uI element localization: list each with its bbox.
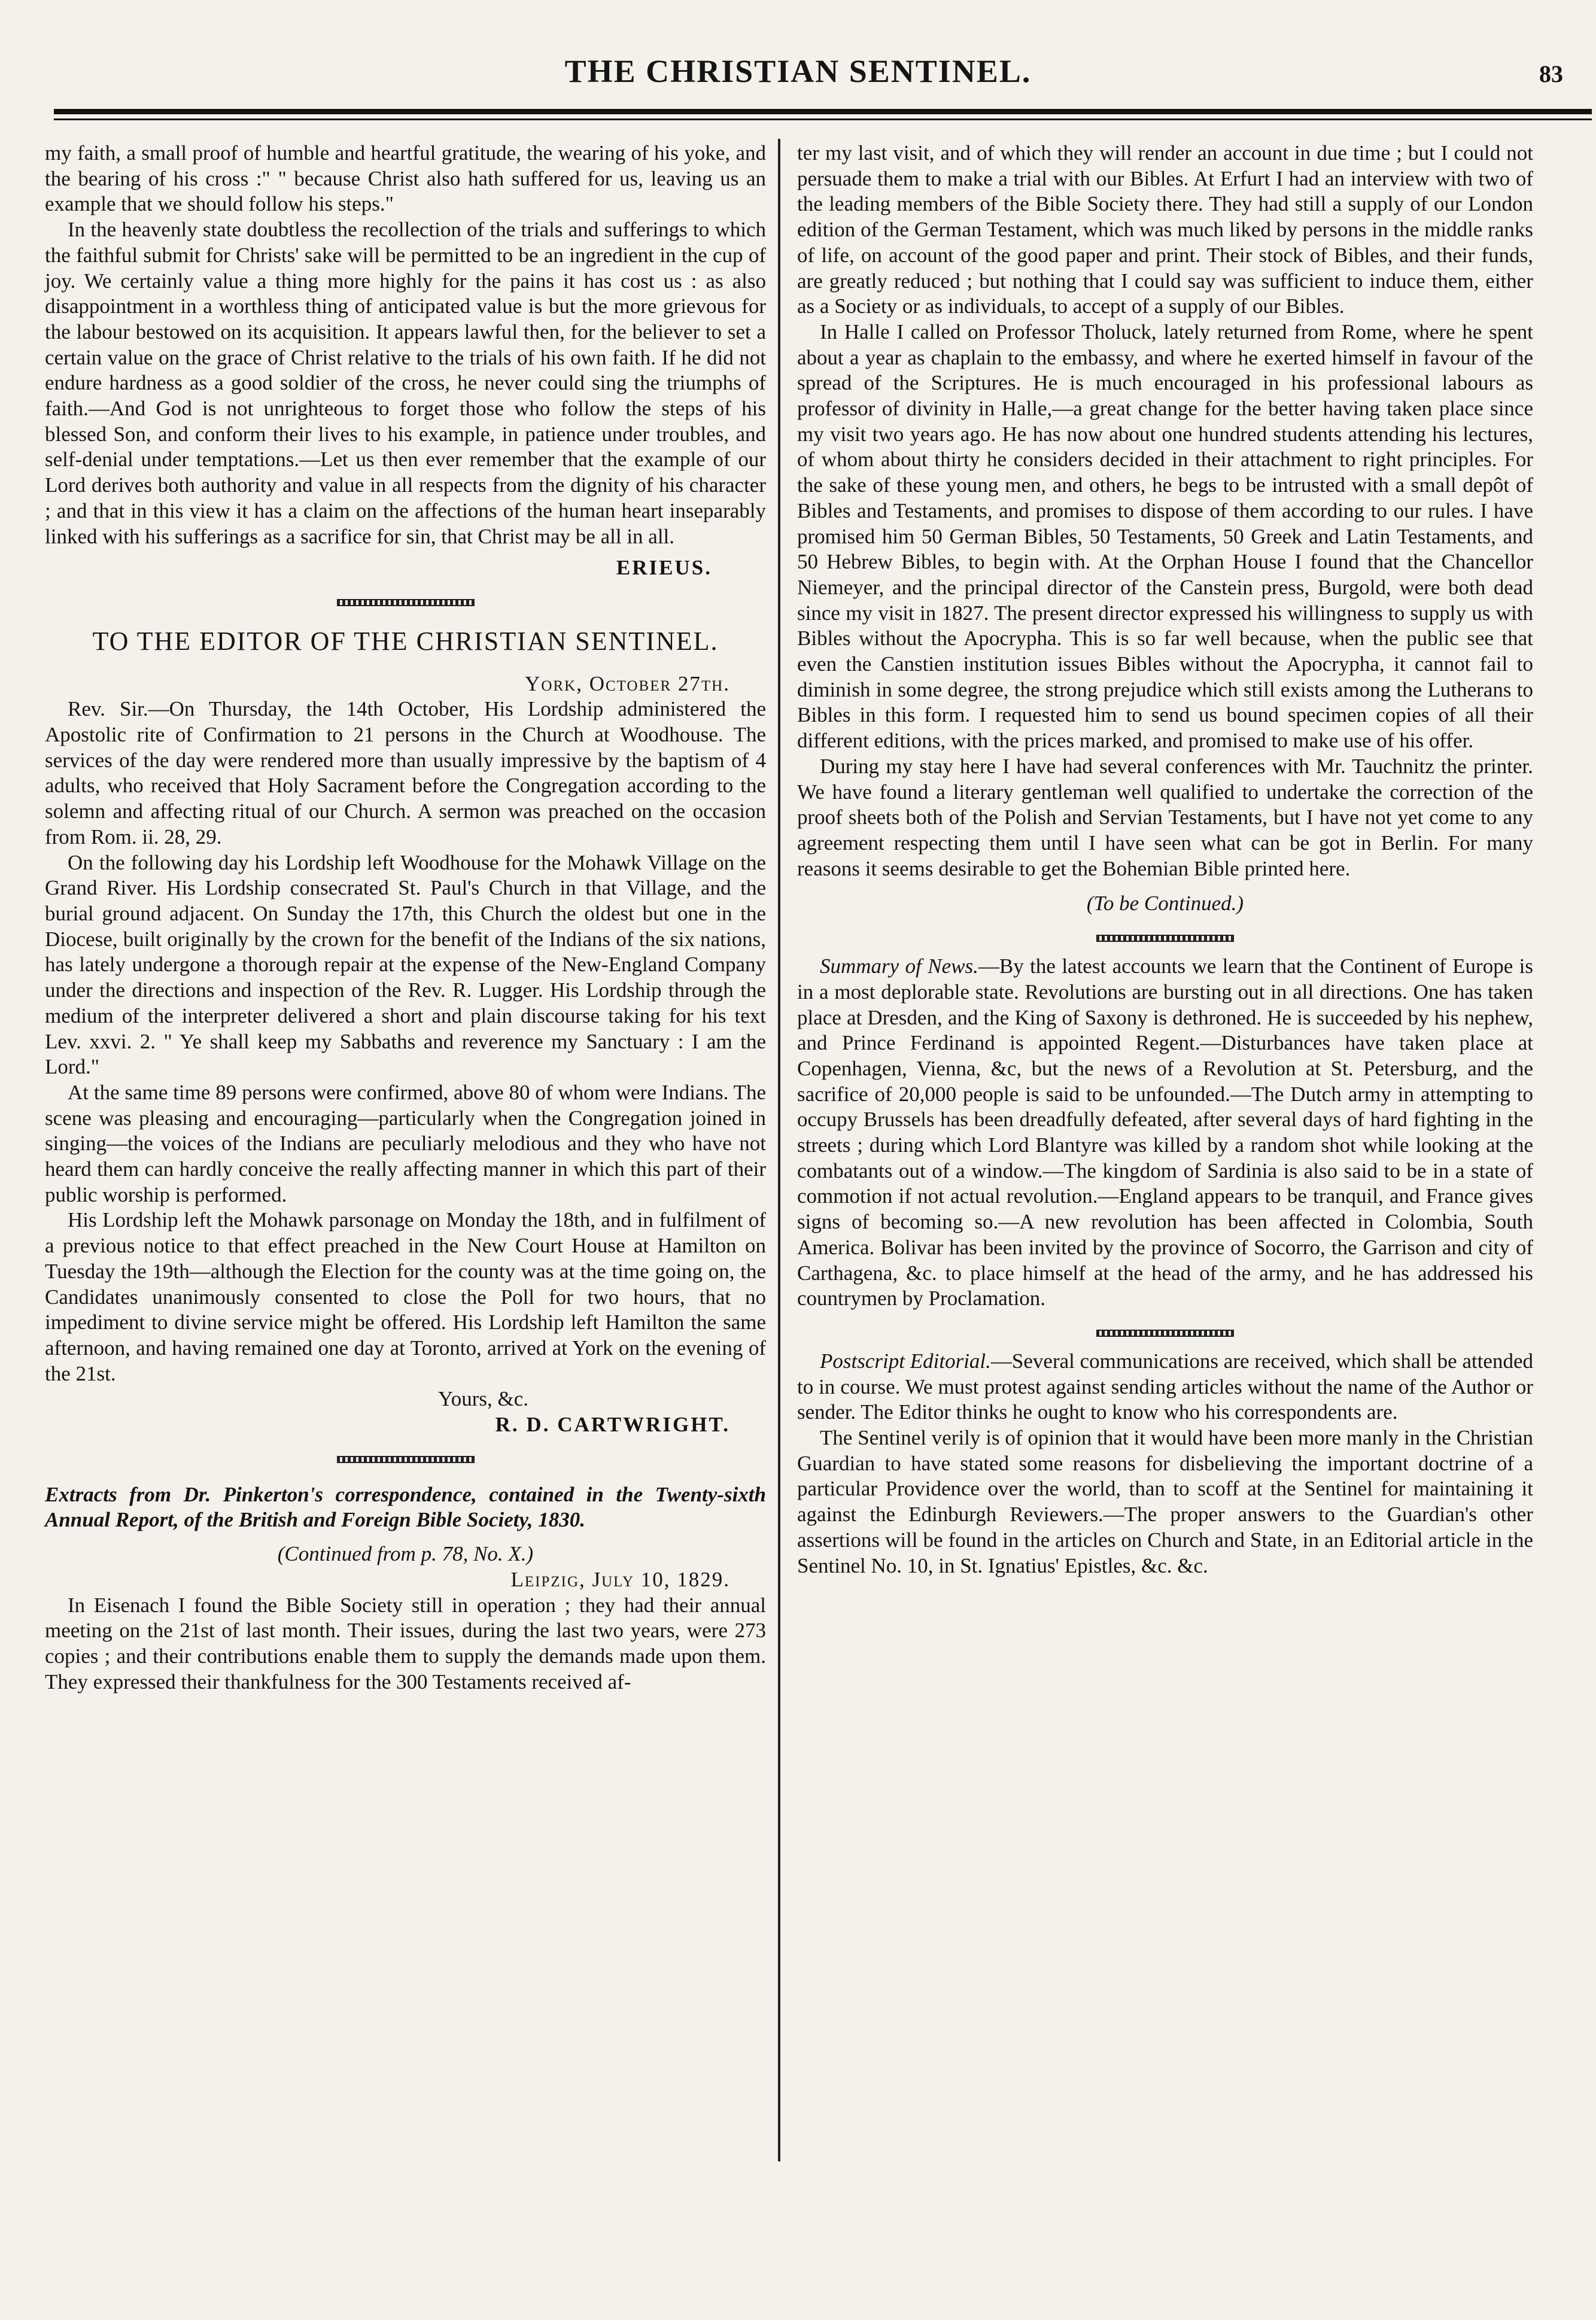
letter-paragraph: On the following day his Lordship left Woodhouse for the Mohawk Village on the Grand River. His Lordship consecrated St. Paul's Church in that Village, and the burial ground adjacent. On Sunday the 17th, this Church the oldest but one in the Diocese, built originally by the crown for the benefit of the Indians of the six nations, has lately undergone a thorough repair at the expense of the New-England Company under the directions and inspection of the Rev. R. Lugger. His Lordship through the medium of the interpreter delivered a short and plain discourse taking for his text Lev. xxvi. 2. " Ye shall keep my Sabbaths and reverence my Sanctuary : I am the Lord." <box>45 850 766 1079</box>
letter-signature: R. D. CARTWRIGHT. <box>495 1413 730 1437</box>
page-number: 83 <box>1539 60 1563 87</box>
letter-paragraph: Rev. Sir.—On Thursday, the 14th October, His Lordship administered the Apostolic rite of Confirmation to 21 persons in the Church at Woodhouse. The services of the day were rendered more than usually impressive by the baptism of 4 adults, who received that Holy Sacrament before the Congregation according to the solemn and affecting ritual of our Church. A sermon was preached on the occasion from Rom. ii. 28, 29. <box>45 697 766 849</box>
to-be-continued-note: (To be Continued.) <box>1086 892 1244 916</box>
header-rule-thick <box>54 109 1592 114</box>
extract-heading: Extracts from Dr. Pinkerton's correspondence, contained in the Twenty-sixth Annual Report, of the British and Foreign Bible Society, 1830. <box>45 1482 766 1532</box>
news-text: —By the latest accounts we learn that the Continent of Europe is in a most deplorable state. Revolutions are bursting out in all directions. One has taken place at Dresden, and the King of Saxony is dethroned. He is succeeded by his nephew, and Prince Ferdinand is appointed Regent.—Disturbances have taken place at Copenhagen, Vienna, &c, but the news of a Revolution at St. Petersburg, and the sacrifice of 20,000 people is said to be unfounded.—The Dutch army in attempting to occupy Brussels has been dreadfully defeated, after several days of hard fighting in the streets ; during which Lord Blantyre was killed by a random shot while looking at the combatants out of a window.—The kingdom of Sardinia is also said to be in a state of commotion if not actual revolution.—England appears to be tranquil, and France gives signs of becoming so.—A new revolution has been affected in Colombia, South America. Bolivar has been invited by the province of Socorro, the Garrison and city of Carthagena, &c. to place himself at the head of the army, and he has addressed his countrymen by Proclamation. <box>797 954 1533 1310</box>
postscript-text: —Several communications are received, which shall be attended to in course. We must protest against sending articles without the name of the Author or sender. The Editor thinks he ought to know who his correspondents are. <box>797 1349 1533 1424</box>
section-ornament <box>337 1456 475 1463</box>
left-column <box>45 141 766 1695</box>
extract-dateline: Leipzig, July 10, 1829. <box>510 1567 730 1591</box>
extract-paragraph: ter my last visit, and of which they will render an account in due time ; but I could not persuade them to make a trial with our Bibles. At Erfurt I had an interview with two of the leading members of the Bible Society there. They had still a supply of our London edition of the German Testament, which was much liked by persons in the middle ranks of life, on account of the good paper and print. Their stock of Bibles, and their funds, are greatly reduced ; but nothing that I could say was sufficient to induce them, either as a Society or as individuals, to accept of a supply of our Bibles. <box>797 141 1533 318</box>
header-rule-thin <box>54 118 1592 120</box>
extract-paragraph: During my stay here I have had several conferences with Mr. Tauchnitz the printer. We have found a literary gentleman well qualified to undertake the correction of the proof sheets both of the Polish and Servian Testaments, but I have not yet come to any agreement respecting them until I have seen what can be got in Berlin. For many reasons it seems desirable to get the Bohemian Bible printed here. <box>797 754 1533 880</box>
postscript-lead: Postscript Editorial. <box>820 1349 991 1373</box>
final-paragraph: The Sentinel verily is of opinion that it would have been more manly in the Christian Guardian to have stated some reasons for disbelieving the important doctrine of a particular Providence over the world, than to scoff at the Sentinel for maintaining it against the Edinburgh Reviewers.—The proper answers to the Guardian's other assertions will be found in the articles on Church and State, in an Editorial article in the Sentinel No. 10, in St. Ignatius' Epistles, &c. &c. <box>797 1426 1533 1577</box>
news-paragraph <box>797 954 1533 1312</box>
column-divider <box>778 139 780 2161</box>
extract-continued-note: (Continued from p. 78, No. X.) <box>277 1542 534 1566</box>
letter-closing: Yours, &c. <box>437 1387 529 1411</box>
page-title: THE CHRISTIAN SENTINEL. <box>564 53 1032 89</box>
extract-paragraph: In Eisenach I found the Bible Society still in operation ; they had their annual meeting on the 21st of last month. Their issues, during the last two years, were 273 copies ; and their contributions enable them to supply the demands made upon them. They expressed their thankfulness for the 300 Testaments received af- <box>45 1593 766 1693</box>
section-ornament <box>337 599 475 606</box>
postscript-paragraph <box>797 1349 1533 1425</box>
section-ornament <box>1096 935 1234 942</box>
letter-dateline: York, October 27th. <box>525 671 730 695</box>
news-lead: Summary of News. <box>820 954 978 978</box>
letter-paragraph: At the same time 89 persons were confirmed, above 80 of whom were Indians. The scene was pleasing and encouraging—particularly when the Congregation joined in singing—the voices of the Indians are peculiarly melodious and they who have not heard them can hardly conceive the really affecting manner in which this part of their public worship is performed. <box>45 1080 766 1206</box>
essay-paragraph: my faith, a small proof of humble and heartful gratitude, the wearing of his yoke, and the bearing of his cross :" " because Christ also hath suffered for us, leaving us an example that we should follow his steps." <box>45 141 766 216</box>
essay-paragraph: In the heavenly state doubtless the recollection of the trials and sufferings to which the faithful submit for Christs' sake will be permitted to be an ingredient in the cup of joy. We certainly value a thing more highly for the pains it has cost us : as also disappointment in a worthless thing of anticipated value is but the more grievous for the labour bestowed on its acquisition. It appears lawful then, for the believer to set a certain value on the grace of Christ relative to the trials of his own faith. If he did not endure hardness as a good soldier of the cross, he never could sing the triumphs of faith.—And God is not unrighteous to forget those who follow the steps of his blessed Son, and conform their lives to his example, in patience under troubles, and self-denial under temptations.—Let us then ever remember that the example of our Lord derives both authority and value in all respects from the dignity of his character ; and that in this view it has a claim on the affections of the human heart inseparably linked with his sufferings as a sacrifice for sin, that Christ may be all in all. <box>45 218 766 548</box>
essay-signature: ERIEUS. <box>616 556 712 580</box>
section-ornament <box>1096 1330 1234 1337</box>
right-column <box>797 141 1533 1579</box>
letter-paragraph: His Lordship left the Mohawk parsonage on Monday the 18th, and in fulfilment of a previous notice to that effect preached in the New Court House at Hamilton on Tuesday the 19th—although the Election for the county was at the time going on, the Candidates unanimously consented to close the Poll for two hours, that no impediment to divine service might be offered. His Lordship left Hamilton the same afternoon, and having remained one day at Toronto, arrived at York on the evening of the 21st. <box>45 1208 766 1385</box>
letter-heading: TO THE EDITOR OF THE CHRISTIAN SENTINEL. <box>92 626 719 656</box>
extract-paragraph: In Halle I called on Professor Tholuck, lately returned from Rome, where he spent about a year as chaplain to the embassy, and where he exerted himself in favour of the spread of the Scriptures. He is much encouraged in his professional labours as professor of divinity in Halle,—a great change for the better having taken place since my visit two years ago. He has now about one hundred students attending his lectures, of whom about thirty he considers decided in their attachment to right principles. For the sake of these young men, and others, he begs to be intrusted with a small depôt of Bibles and Testaments, and promises to dispose of them according to our rules. I have promised him 50 German Bibles, 50 Testaments, 50 Greek and Latin Testaments, and 50 Hebrew Bibles, to begin with. At the Orphan House I found that the Chancellor Niemeyer, and the principal director of the Canstein press, Burgold, were both dead since my visit in 1827. The present director expressed his willingness to supply us with Bibles without the Apocrypha. This is so far well because, when the public see that even the Canstien institution issues Bibles without the Apocrypha, it cannot fail to diminish in some degree, the strong prejudice which still exists among the Lutherans to Bibles in this form. I requested him to send us bound specimen copies of all their different editions, with the prices marked, and promised to make use of his offer. <box>797 320 1533 753</box>
